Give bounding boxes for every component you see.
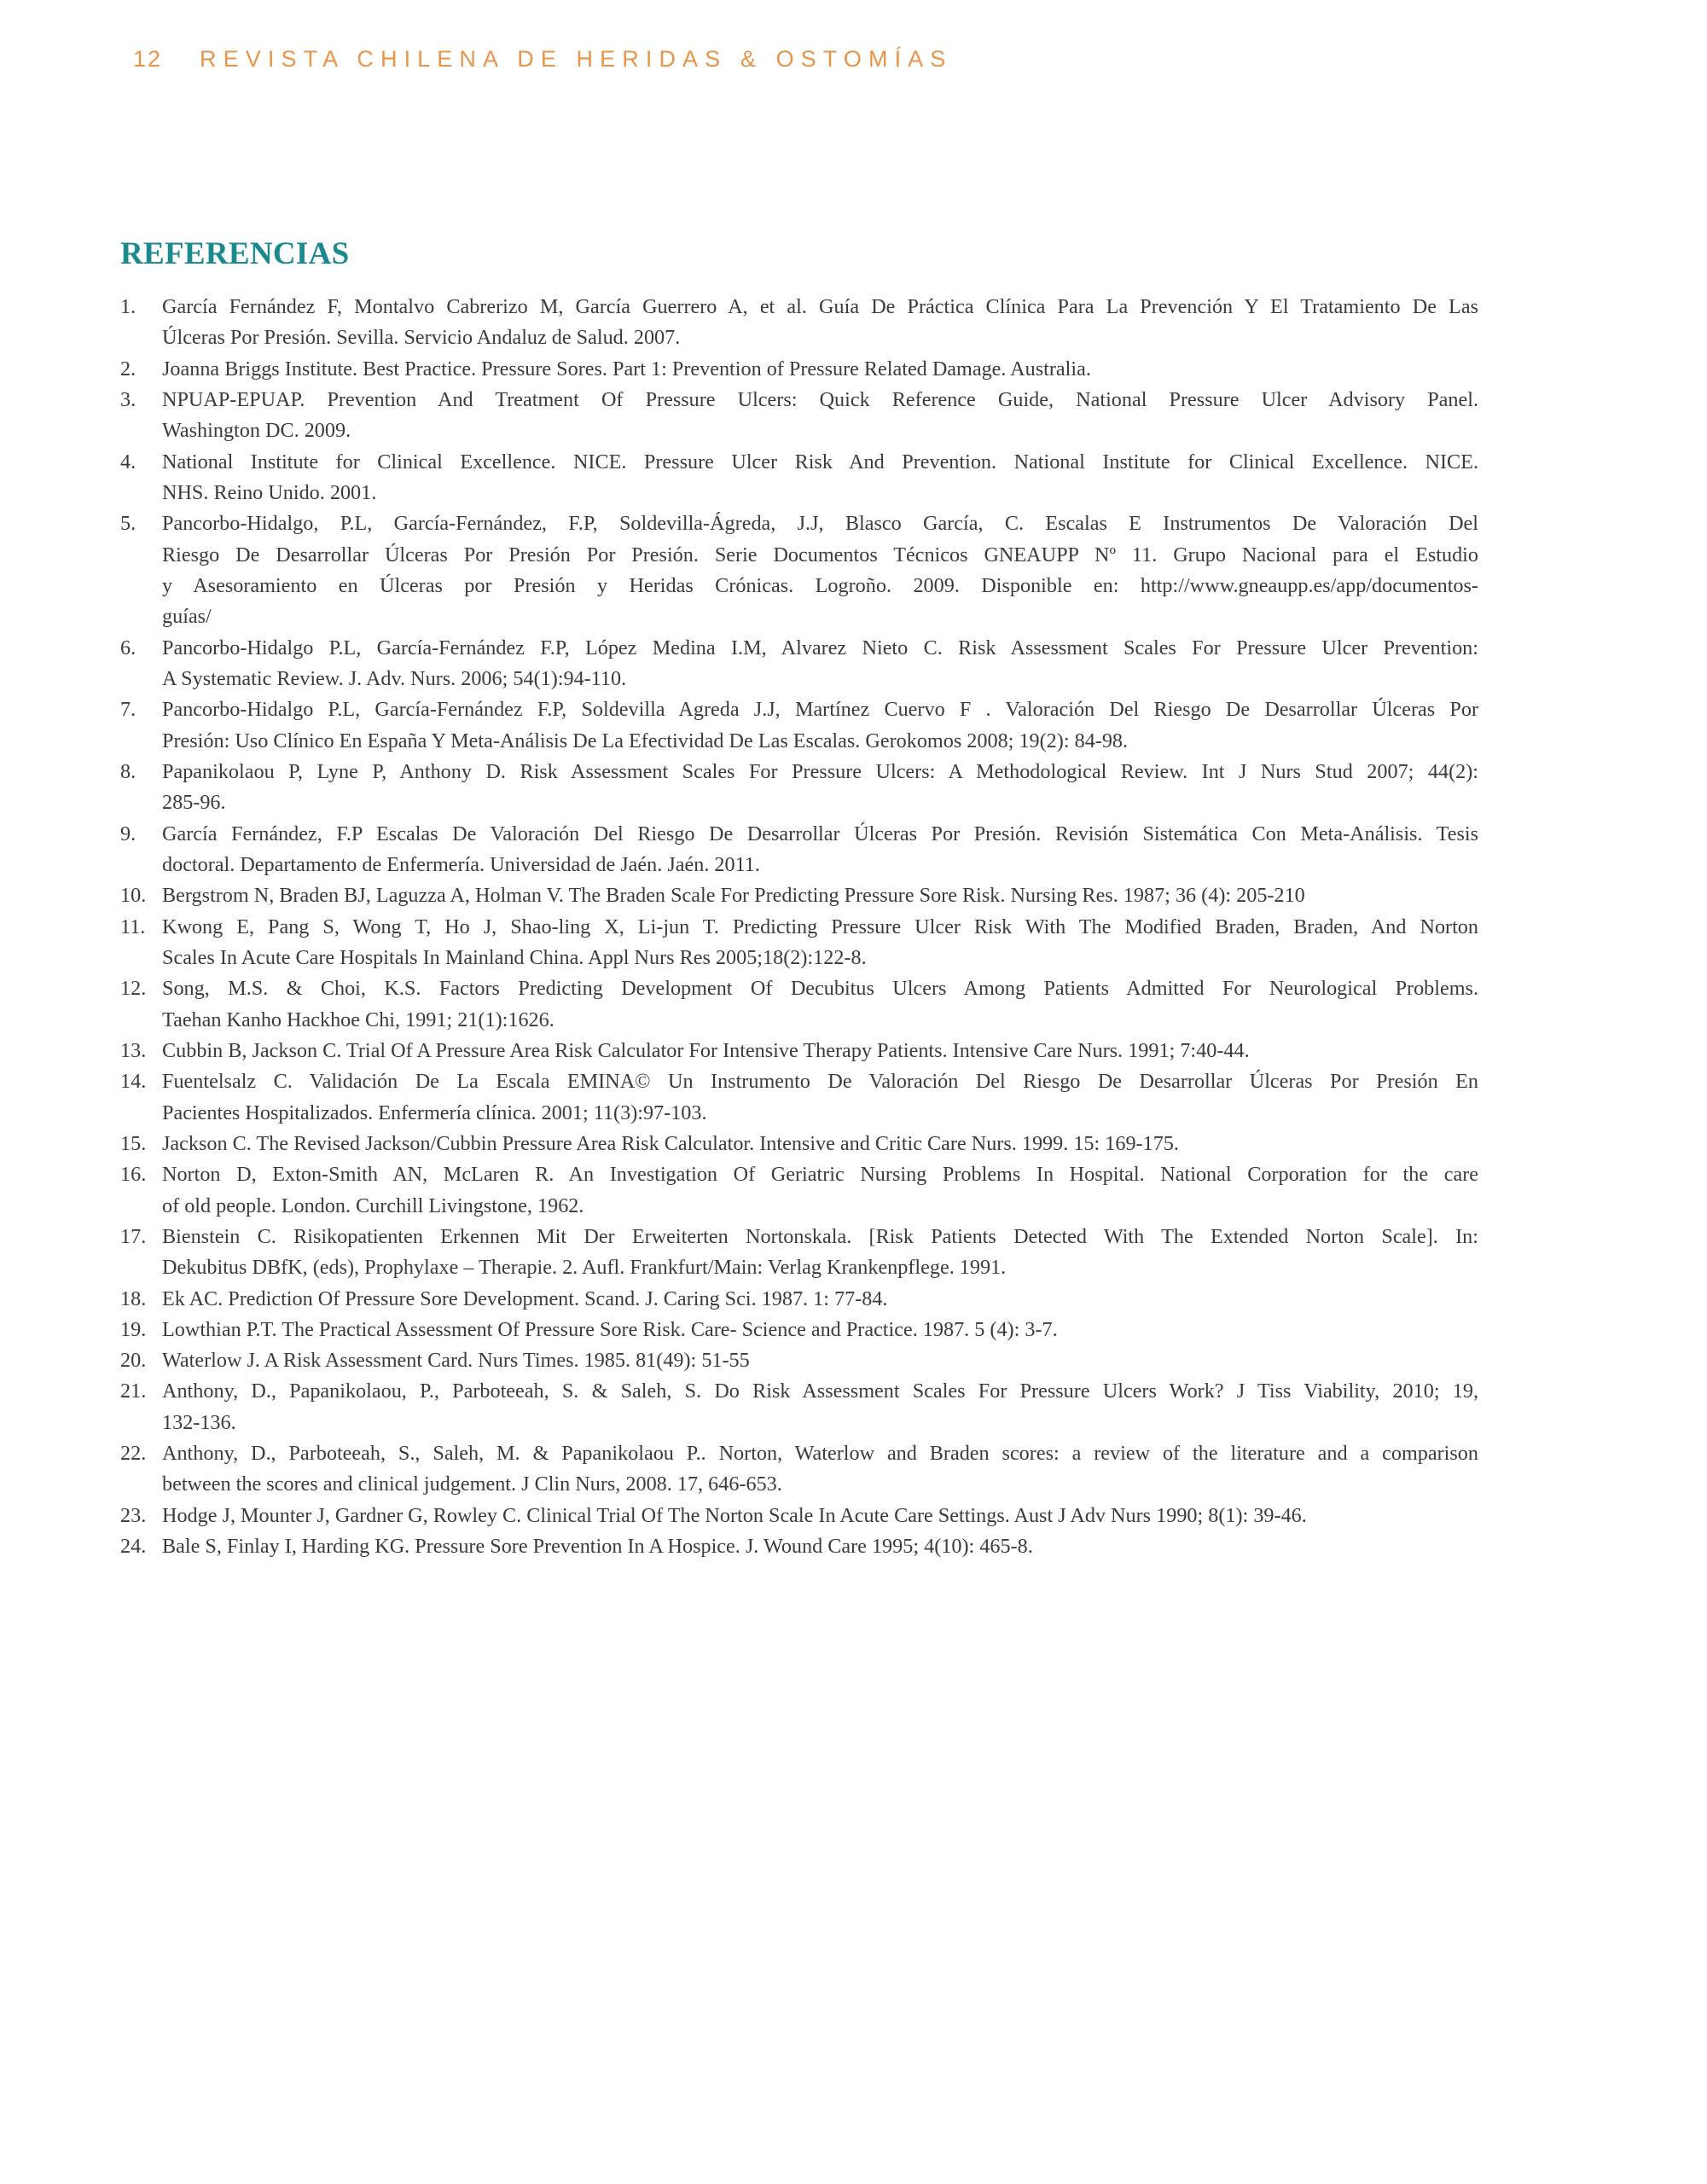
page-number: 12 (133, 46, 163, 72)
reference-text (162, 1531, 1478, 1562)
reference-number: 20. (120, 1349, 147, 1373)
reference-line: Jackson C. The Revised Jackson/Cubbin Pressure Area Risk Calculator. Intensive and Critic Care Nurs. 1999. 15: 169-175. (162, 1131, 1179, 1155)
reference-item (120, 1376, 1478, 1438)
reference-line: 285-96. (162, 791, 226, 815)
reference-number: 10. (120, 884, 147, 908)
reference-text (162, 508, 1478, 632)
reference-line: y Asesoramiento en Úlceras por Presión y Heridas Crónicas. Logroño. 2009. Disponible en: http://www.gneaupp.es/app/documentos- (162, 573, 1478, 597)
reference-item (120, 694, 1478, 757)
reference-item (120, 385, 1478, 447)
reference-text (162, 1066, 1478, 1129)
reference-item (120, 1159, 1478, 1222)
reference-line: García Fernández F, Montalvo Cabrerizo M, García Guerrero A, et al. Guía De Práctica Clínica Para La Prevención Y El Tratamiento De Las (162, 295, 1478, 318)
reference-item (120, 292, 1478, 354)
reference-item (120, 1531, 1478, 1562)
reference-line: Pancorbo-Hidalgo P.L, García-Fernández F.P, López Medina I.M, Alvarez Nieto C. Risk Assessment Scales For Pressure Ulcer Prevention: (162, 636, 1478, 659)
reference-text (162, 354, 1478, 385)
reference-line: National Institute for Clinical Excellence. NICE. Pressure Ulcer Risk And Prevention. National Institute for Clinical Excellence. NICE. (162, 450, 1478, 473)
reference-item (120, 880, 1478, 911)
reference-text (162, 1345, 1478, 1376)
reference-text (162, 633, 1478, 695)
reference-line: Washington DC. 2009. (162, 419, 351, 443)
reference-text (162, 447, 1478, 509)
reference-item (120, 1345, 1478, 1376)
reference-list (120, 292, 1478, 1562)
reference-line: Lowthian P.T. The Practical Assessment Of Pressure Sore Risk. Care- Science and Practice. 1987. 5 (4): 3-7. (162, 1317, 1058, 1341)
reference-item (120, 912, 1478, 974)
reference-item (120, 1036, 1478, 1066)
reference-line: Anthony, D., Papanikolaou, P., Parboteeah, S. & Saleh, S. Do Risk Assessment Scales For Pressure Ulcers Work? J Tiss Viability, 2010; 19, (162, 1380, 1478, 1403)
reference-item (120, 819, 1478, 881)
reference-text (162, 694, 1478, 757)
reference-line: Bergstrom N, Braden BJ, Laguzza A, Holman V. The Braden Scale For Predicting Pressure Sore Risk. Nursing Res. 1987; 36 (4): 205-210 (162, 884, 1305, 908)
reference-line: between the scores and clinical judgement. J Clin Nurs, 2008. 17, 646-653. (162, 1472, 782, 1496)
reference-number: 3. (120, 387, 136, 411)
reference-line: Fuentelsalz C. Validación De La Escala EMINA© Un Instrumento De Valoración Del Riesgo De Desarrollar Úlceras Por Presión En (162, 1070, 1478, 1094)
reference-line: Dekubitus DBfK, (eds), Prophylaxe – Therapie. 2. Aufl. Frankfurt/Main: Verlag Krankenpflege. 1991. (162, 1256, 1007, 1280)
reference-number: 11. (120, 915, 146, 938)
reference-item (120, 1501, 1478, 1531)
reference-text (162, 1159, 1478, 1222)
reference-item (120, 508, 1478, 632)
reference-number: 21. (120, 1380, 147, 1403)
reference-text (162, 1438, 1478, 1501)
reference-line: Joanna Briggs Institute. Best Practice. Pressure Sores. Part 1: Prevention of Pressure Related Damage. Australia. (162, 357, 1091, 380)
reference-line: Úlceras Por Presión. Sevilla. Servicio Andaluz de Salud. 2007. (162, 326, 681, 350)
reference-text (162, 1284, 1478, 1315)
reference-line: Riesgo De Desarrollar Úlceras Por Presión Por Presión. Serie Documentos Técnicos GNEAUPP Nº 11. Grupo Nacional para el Estudio (162, 543, 1478, 566)
reference-number: 19. (120, 1317, 147, 1341)
reference-item (120, 1222, 1478, 1284)
journal-title: REVISTA CHILENA DE HERIDAS & OSTOMÍAS (200, 46, 953, 72)
reference-text (162, 973, 1478, 1036)
reference-line: García Fernández, F.P Escalas De Valoración Del Riesgo De Desarrollar Úlceras Por Presión. Revisión Sistemática Con Meta-Análisis. Tesis (162, 822, 1478, 845)
reference-text (162, 880, 1478, 911)
reference-number: 13. (120, 1038, 147, 1062)
reference-text (162, 757, 1478, 819)
reference-number: 7. (120, 698, 136, 722)
reference-text (162, 1222, 1478, 1284)
reference-text (162, 1129, 1478, 1159)
reference-line: Pacientes Hospitalizados. Enfermería clínica. 2001; 11(3):97-103. (162, 1101, 707, 1124)
reference-item (120, 1129, 1478, 1159)
reference-number: 4. (120, 450, 136, 473)
reference-text (162, 1315, 1478, 1345)
reference-line: NHS. Reino Unido. 2001. (162, 480, 377, 504)
reference-item (120, 1284, 1478, 1315)
reference-line: Anthony, D., Parboteeah, S., Saleh, M. & Papanikolaou P.. Norton, Waterlow and Braden scores: a review of the literature and a comparison (162, 1442, 1478, 1466)
reference-text (162, 292, 1478, 354)
reference-line: Pancorbo-Hidalgo, P.L, García-Fernández, F.P, Soldevilla-Ágreda, J.J, Blasco García, C. Escalas E Instrumentos De Valoración Del (162, 512, 1478, 536)
reference-number: 22. (120, 1442, 147, 1466)
reference-number: 2. (120, 357, 136, 380)
reference-text (162, 912, 1478, 974)
reference-line: Hodge J, Mounter J, Gardner G, Rowley C. Clinical Trial Of The Norton Scale In Acute Care Settings. Aust J Adv Nurs 1990; 8(1): 39-46. (162, 1503, 1307, 1527)
reference-number: 12. (120, 977, 147, 1001)
reference-number: 14. (120, 1070, 147, 1094)
reference-number: 15. (120, 1131, 147, 1155)
reference-line: Cubbin B, Jackson C. Trial Of A Pressure Area Risk Calculator For Intensive Therapy Patients. Intensive Care Nurs. 1991; 7:40-44. (162, 1038, 1250, 1062)
reference-text (162, 385, 1478, 447)
reference-number: 24. (120, 1535, 147, 1559)
reference-text (162, 1036, 1478, 1066)
reference-line: Scales In Acute Care Hospitals In Mainland China. Appl Nurs Res 2005;18(2):122-8. (162, 945, 867, 969)
reference-line: Kwong E, Pang S, Wong T, Ho J, Shao-ling X, Li-jun T. Predicting Pressure Ulcer Risk With The Modified Braden, Braden, And Norton (162, 915, 1478, 938)
reference-line: Norton D, Exton-Smith AN, McLaren R. An Investigation Of Geriatric Nursing Problems In Hospital. National Corporation for the care (162, 1163, 1478, 1187)
reference-number: 16. (120, 1163, 147, 1187)
reference-item (120, 1438, 1478, 1501)
reference-line: doctoral. Departamento de Enfermería. Universidad de Jaén. Jaén. 2011. (162, 852, 760, 876)
reference-number: 17. (120, 1224, 147, 1248)
reference-text (162, 819, 1478, 881)
reference-line: Pancorbo-Hidalgo P.L, García-Fernández F.P, Soldevilla Agreda J.J, Martínez Cuervo F . Valoración Del Riesgo De Desarrollar Úlceras Por (162, 698, 1478, 722)
reference-line: Papanikolaou P, Lyne P, Anthony D. Risk Assessment Scales For Pressure Ulcers: A Methodological Review. Int J Nurs Stud 2007; 44(2): (162, 759, 1478, 783)
reference-number: 9. (120, 822, 136, 845)
reference-line: 132-136. (162, 1410, 236, 1434)
reference-number: 18. (120, 1287, 147, 1310)
reference-item (120, 1315, 1478, 1345)
reference-number: 5. (120, 512, 136, 536)
reference-item (120, 447, 1478, 509)
reference-number: 23. (120, 1503, 147, 1527)
reference-line: A Systematic Review. J. Adv. Nurs. 2006; 54(1):94-110. (162, 666, 627, 690)
reference-number: 8. (120, 759, 136, 783)
reference-item (120, 354, 1478, 385)
reference-line: NPUAP-EPUAP. Prevention And Treatment Of Pressure Ulcers: Quick Reference Guide, National Pressure Ulcer Advisory Panel. (162, 387, 1478, 411)
reference-item (120, 633, 1478, 695)
reference-line: guías/ (162, 605, 212, 629)
reference-line: Taehan Kanho Hackhoe Chi, 1991; 21(1):1626. (162, 1008, 554, 1031)
reference-line: Bale S, Finlay I, Harding KG. Pressure Sore Prevention In A Hospice. J. Wound Care 1995; 4(10): 465-8. (162, 1535, 1033, 1559)
reference-line: of old people. London. Curchill Livingstone, 1962. (162, 1194, 584, 1217)
reference-line: Waterlow J. A Risk Assessment Card. Nurs Times. 1985. 81(49): 51-55 (162, 1349, 750, 1373)
section-heading: REFERENCIAS (120, 236, 350, 271)
reference-item (120, 757, 1478, 819)
reference-number: 6. (120, 636, 136, 659)
reference-text (162, 1501, 1478, 1531)
running-header (133, 46, 952, 77)
reference-line: Ek AC. Prediction Of Pressure Sore Development. Scand. J. Caring Sci. 1987. 1: 77-84. (162, 1287, 888, 1310)
reference-item (120, 973, 1478, 1036)
reference-number: 1. (120, 295, 136, 318)
reference-item (120, 1066, 1478, 1129)
reference-line: Song, M.S. & Choi, K.S. Factors Predicting Development Of Decubitus Ulcers Among Patients Admitted For Neurological Problems. (162, 977, 1478, 1001)
reference-text (162, 1376, 1478, 1438)
reference-line: Bienstein C. Risikopatienten Erkennen Mit Der Erweiterten Nortonskala. [Risk Patients Detected With The Extended Norton Scale]. In: (162, 1224, 1478, 1248)
reference-line: Presión: Uso Clínico En España Y Meta-Análisis De La Efectividad De Las Escalas. Gerokomos 2008; 19(2): 84-98. (162, 729, 1129, 752)
